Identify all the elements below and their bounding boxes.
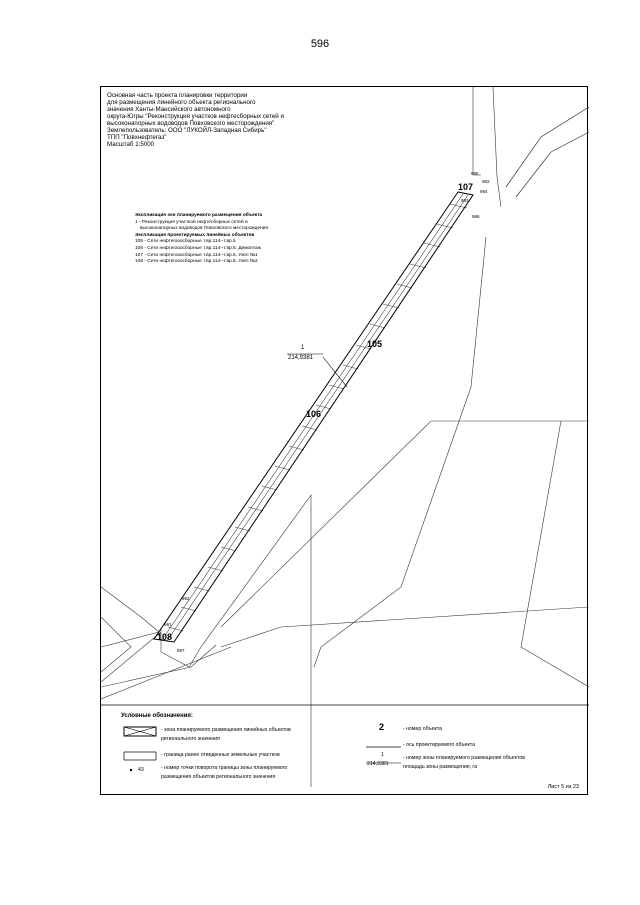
object-item: 107 - Сети нефтегазосборные т.вр.114--т.вр.5. Узел №1 [135,252,258,258]
zone-number: 1 [301,345,305,351]
point-label: 983 [461,198,469,203]
legend-line: - номер точки поворота границы зоны планируемого [161,765,288,771]
legend-swatch-zone [124,727,156,736]
legend-object-number-text: - номер объекта [403,726,443,732]
objects-title: Экспликация проектируемых линейных объектов [135,232,255,238]
object-item: 105 - Сети нефтегазосборные т.вр.114--т.вр.5 [135,239,236,245]
header-line: ТПП "Повхнефтегаз" [107,134,167,141]
legend-line: - номер зоны планируемого размещения объектов [403,755,525,761]
parcel-boundaries [101,87,589,787]
legend-point-dot [130,769,132,771]
object-item: 108 - Сети нефтегазосборные т.вр.114--т.вр.5. Узел №2 [135,259,258,265]
legend-zone-text-2 [403,754,525,772]
point-label: 991 [164,622,172,627]
zone-item: высоконапорных водоводов Повховского месторождения [140,226,269,232]
object-item: 106 - Сети нефтегазосборные т.вр.114--т.вр.5. Демонтаж [135,245,261,251]
point-label: 995 [471,171,479,176]
map-sheet-frame [100,86,588,795]
header-line: для размещения линейного объекта регионального [107,99,256,106]
map-drawing [101,87,589,796]
point-label: 984 [480,189,488,194]
zones-title: Экспликация зон планируемого размещения объекта [135,213,263,218]
page-number: 596 [310,38,330,50]
legend-line: регионального значения [161,736,220,742]
header-line: Масштаб 1:5000 [107,141,155,148]
legend-title: Условные обозначения: [121,713,193,719]
header-line: высоконапорных водоводов Повховского месторождения" [107,120,275,127]
legend-swatch-parcel [124,752,156,760]
point-label: 992 [182,596,190,601]
legend-point-sample: 43 [138,767,144,773]
legend-parcels-text: - граница ранее отведенных земельных участков [161,752,280,758]
zone-area: 214,9381 [288,355,314,361]
legend-line: площадь зоны размещения, га [403,764,478,770]
legend-line: - зона планируемого размещения линейных объектов [161,727,291,733]
legend-point-text [161,764,287,782]
legend-zone-area-sample: 214,9381 [367,761,389,767]
header-line: Землепользователь: ООО "ЛУКОЙЛ-Западная Сибирь" [107,127,267,134]
label-object-107: 107 [458,182,474,192]
label-object-108: 108 [157,632,173,642]
point-label: 986 [472,214,480,219]
road-top-right [506,107,589,197]
point-label: 987 [177,648,185,653]
point-label: 982 [482,179,490,184]
label-object-105: 105 [367,339,383,349]
label-object-106: 106 [306,409,322,419]
explication-block [135,213,268,266]
legend-zone-number-sample: 1 [381,752,384,758]
sheet-number: Лист 5 из 23 [547,784,579,790]
legend-zone-text [161,726,291,744]
legend-axis-text: - ось проектируемого объекта [403,742,476,748]
header-line: округа-Югры "Реконструкция участков нефтесборных сетей и [107,113,284,120]
zone-item: 1 - Реконструкция участков нефтесборных сетей и [135,219,248,225]
header-line: Основная часть проекта планировки территории [107,92,248,99]
header-line: значения Ханты-Мансийского автономного [107,106,231,113]
legend-object-number-sample: 2 [379,722,385,732]
legend-line: размещения объектов регионального значения [161,774,276,780]
header-block [107,92,284,148]
